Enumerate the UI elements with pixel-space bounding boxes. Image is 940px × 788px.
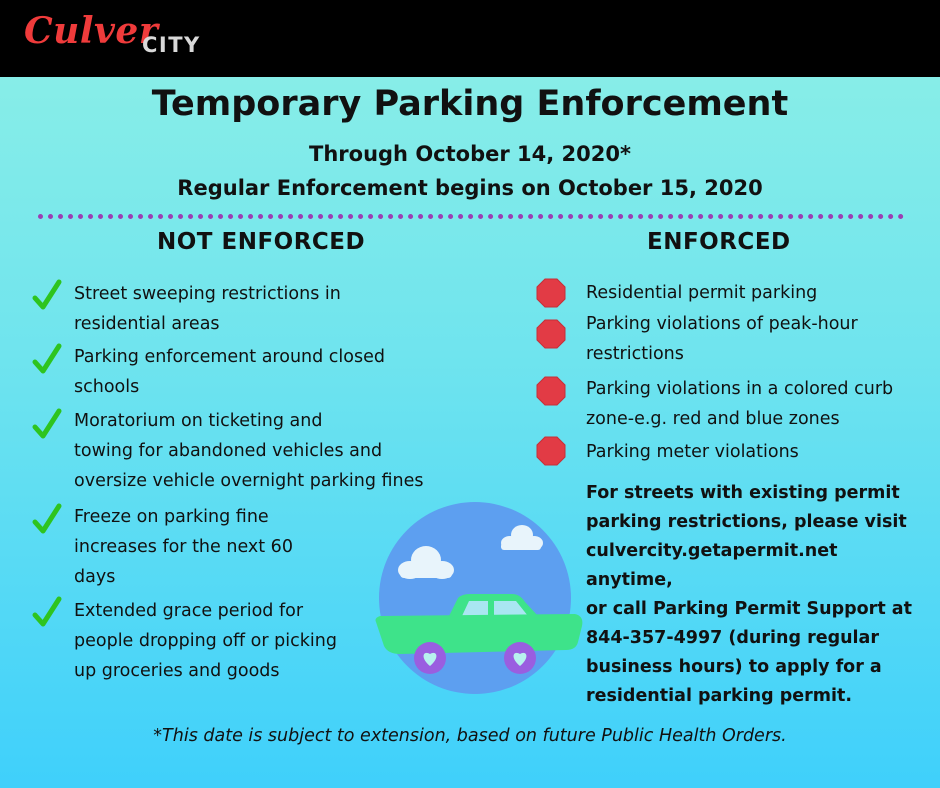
check-icon [32,408,62,440]
stop-sign-icon [536,319,566,349]
list-item: Parking violations of peak-hour restrictions [586,314,858,364]
logo-script: Culver [24,10,159,52]
logo-city: CITY [142,33,201,57]
car-illustration [370,500,590,700]
not-enforced-heading: NOT ENFORCED [157,229,366,255]
list-item: Parking enforcement around closed schools [74,347,385,397]
check-icon [32,279,62,311]
header-bar [0,0,940,77]
list-item: Freeze on parking fine increases for the next 60 days [74,507,293,587]
list-item: Street sweeping restrictions in residential areas [74,284,341,334]
enforced-heading: ENFORCED [647,229,791,255]
stop-sign-icon [536,436,566,466]
check-icon [32,503,62,535]
dotted-divider [38,214,904,219]
subtitle-regular: Regular Enforcement begins on October 15, 2020 [177,176,763,200]
permit-note: For streets with existing permit parking restrictions, please visit culvercity.getapermit.net anytime, or call Parking Permit Support at 844-357-4997 (during regular business hours) to apply for a residential parking permit. [586,483,912,706]
check-icon [32,343,62,375]
list-item: Parking meter violations [586,442,799,462]
wheel [504,642,536,674]
stop-sign-icon [536,376,566,406]
footnote: *This date is subject to extension, based on future Public Health Orders. [153,726,787,746]
stop-sign-icon [536,278,566,308]
list-item: Moratorium on ticketing and towing for abandoned vehicles and oversize vehicle overnight parking fines [74,411,424,491]
list-item: Residential permit parking [586,283,818,303]
subtitle-date: Through October 14, 2020* [309,142,631,166]
wheel [414,642,446,674]
page-title: Temporary Parking Enforcement [151,84,789,124]
check-icon [32,596,62,628]
list-item: Parking violations in a colored curb zone-e.g. red and blue zones [586,379,894,429]
list-item: Extended grace period for people dropping off or picking up groceries and goods [74,601,337,681]
